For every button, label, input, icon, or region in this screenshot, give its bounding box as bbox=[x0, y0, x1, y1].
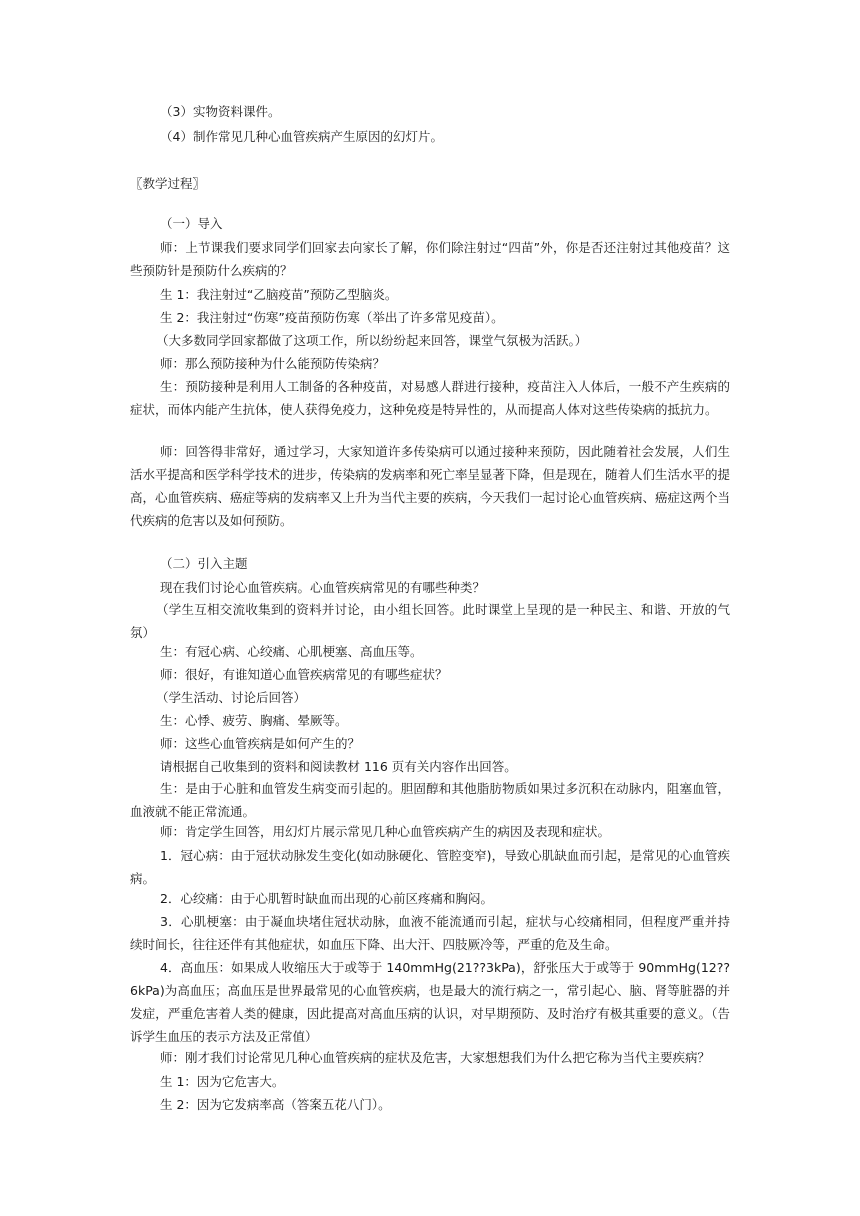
paragraph: 生：是由于心脏和血管发生病变而引起的。胆固醇和其他脂肪物质如果过多沉积在动脉内，阻塞血管，血液就不能正常流通。 bbox=[130, 781, 730, 819]
paragraph: 请根据自己收集到的资料和阅读教材 116 页有关内容作出回答。 bbox=[160, 759, 517, 774]
paragraph: 1．冠心病：由于冠状动脉发生变化(如动脉硬化、管腔变窄)，导致心肌缺血而引起，是常见的心血管疾病。 bbox=[130, 848, 730, 886]
paragraph: 师：刚才我们讨论常见几种心血管疾病的症状及危害，大家想想我们为什么把它称为当代主要疾病？ bbox=[160, 1050, 711, 1065]
paragraph: 3．心肌梗塞：由于凝血块堵住冠状动脉，血液不能流通而引起，症状与心绞痛相同，但程度严重并持续时间长，往往还伴有其他症状，如血压下降、出大汗、四肢厥冷等，严重的危及生命。 bbox=[130, 914, 730, 952]
paragraph: 生 1：我注射过“乙脑疫苗”预防乙型脑炎。 bbox=[160, 287, 398, 302]
paragraph: 生 2：我注射过“伤寒”疫苗预防伤寒（举出了许多常见疫苗）。 bbox=[160, 310, 504, 325]
paragraph: 生：预防接种是利用人工制备的各种疫苗，对易感人群进行接种，疫苗注入人体后，一般不产生疾病的症状，而体内能产生抗体，使人获得免疫力，这种免疫是特异性的，从而提高人体对这些传染病的抵抗力。 bbox=[130, 379, 730, 417]
paragraph: 生：心悸、疲劳、胸痛、晕厥等。 bbox=[160, 713, 348, 728]
material-item-3: （3）实物资料课件。 bbox=[160, 104, 281, 119]
paragraph: 师：回答得非常好，通过学习，大家知道许多传染病可以通过接种来预防，因此随着社会发展，人们生活水平提高和医学科学技术的进步，传染病的发病率和死亡率呈显著下降，但是现在，随着人们生活水平的提高，心血管疾病、癌症等病的发病率又上升为当代主要的疾病，今天我们一起讨论心血管疾病、癌症这两个当代疾病的危害以及如何预防。 bbox=[130, 444, 731, 528]
paragraph: 4．高血压：如果成人收缩压大于或等于 140mmHg(21??3kPa)，舒张压大于或等于 90mmHg(12??6kPa)为高血压；高血压是世界最常见的心血管疾病，也是最大的流行病之一，常引起心、脑、肾等脏器的并发症，严重危害着人类的健康，因此提高对高血压病的认识，对早期预防、及时治疗有极其重要的意义。（告诉学生血压的表示方法及正常值） bbox=[130, 960, 730, 1044]
paragraph: （学生互相交流收集到的资料并讨论，由小组长回答。此时课堂上呈现的是一种民主、和谐、开放的气氛） bbox=[130, 602, 730, 640]
material-item-4: （4）制作常见几种心血管疾病产生原因的幻灯片。 bbox=[160, 129, 443, 144]
paragraph: 师：这些心血管疾病是如何产生的？ bbox=[160, 736, 361, 751]
paragraph: 师：那么预防接种为什么能预防传染病？ bbox=[160, 356, 386, 371]
section-title: 〖教学过程〗 bbox=[130, 176, 206, 191]
paragraph: （大多数同学回家都做了这项工作，所以纷纷起来回答，课堂气氛极为活跃。） bbox=[156, 333, 588, 348]
paragraph: （学生活动、讨论后回答） bbox=[156, 690, 307, 705]
paragraph: 生：有冠心病、心绞痛、心肌梗塞、高血压等。 bbox=[160, 644, 423, 659]
part1-heading: （一）导入 bbox=[160, 216, 223, 231]
paragraph: 生 2：因为它发病率高（答案五花八门）。 bbox=[160, 1097, 391, 1112]
part2-heading: （二）引入主题 bbox=[160, 556, 248, 571]
paragraph: 师：上节课我们要求同学们回家去向家长了解，你们除注射过“四苗”外，你是否还注射过其他疫苗？这些预防针是预防什么疾病的？ bbox=[130, 240, 730, 278]
paragraph: 生 1：因为它危害大。 bbox=[160, 1074, 285, 1089]
paragraph: 师：很好，有谁知道心血管疾病常见的有哪些症状？ bbox=[160, 667, 448, 682]
paragraph: 2．心绞痛：由于心肌暂时缺血而出现的心前区疼痛和胸闷。 bbox=[160, 891, 493, 906]
paragraph: 现在我们讨论心血管疾病。心血管疾病常见的有哪些种类？ bbox=[160, 580, 486, 595]
paragraph: 师：肯定学生回答，用幻灯片展示常见几种心血管疾病产生的病因及表现和症状。 bbox=[160, 824, 611, 839]
